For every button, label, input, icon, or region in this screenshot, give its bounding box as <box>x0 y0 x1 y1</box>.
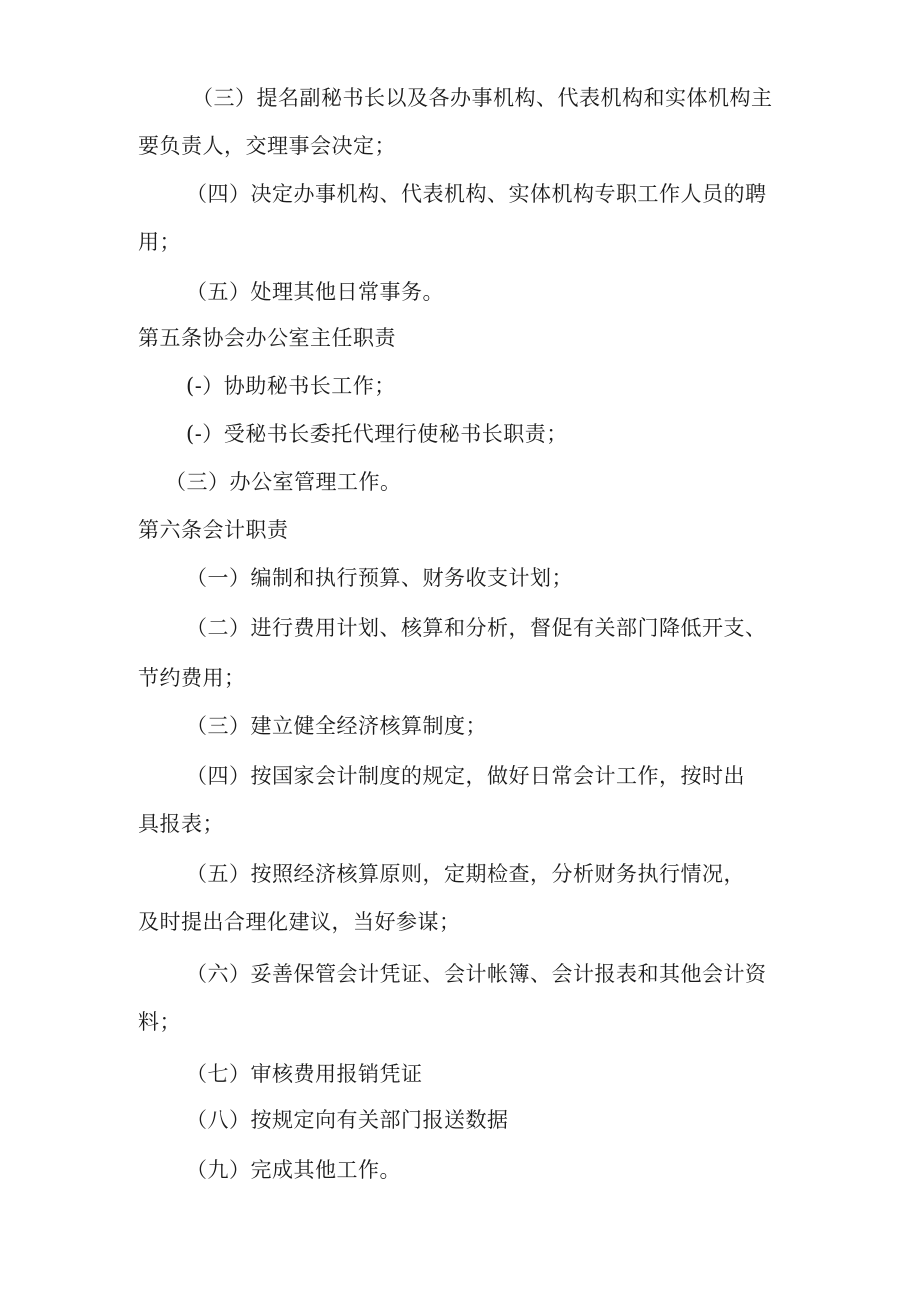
section-heading: 第五条协会办公室主任职责 <box>138 326 396 350</box>
text-line: （四）按国家会计制度的规定，做好日常会计工作，按时出 <box>186 764 745 788</box>
text-line: （九）完成其他工作。 <box>186 1158 401 1182</box>
text-line: 用； <box>138 230 181 254</box>
text-line: （七）审核费用报销凭证 <box>186 1062 423 1086</box>
text-line: （三）建立健全经济核算制度； <box>186 714 487 738</box>
text-line: 节约费用； <box>138 666 246 690</box>
text-line: 要负责人，交理事会决定； <box>138 134 396 158</box>
text-line: 及时提出合理化建议，当好参谋； <box>138 910 461 934</box>
text-line: (-）受秘书长委托代理行使秘书长职责； <box>186 422 568 446</box>
text-line: （三）提名副秘书长以及各办事机构、代表机构和实体机构主 <box>192 86 773 110</box>
text-line: 具报表； <box>138 812 224 836</box>
text-line: （五）按照经济核算原则，定期检查，分析财务执行情况， <box>186 862 745 886</box>
text-line: （二）进行费用计划、核算和分析，督促有关部门降低开支、 <box>186 616 767 640</box>
text-line: （六）妥善保管会计凭证、会计帐簿、会计报表和其他会计资 <box>186 962 767 986</box>
text-line: 料； <box>138 1010 181 1034</box>
section-heading: 第六条会计职责 <box>138 518 289 542</box>
text-line: （五）处理其他日常事务。 <box>186 280 444 304</box>
text-line: （四）决定办事机构、代表机构、实体机构专职工作人员的聘 <box>186 182 767 206</box>
text-line: （三）办公室管理工作。 <box>165 470 402 494</box>
text-line: （八）按规定向有关部门报送数据 <box>186 1108 509 1132</box>
text-line: （一）编制和执行预算、财务收支计划； <box>186 566 573 590</box>
text-line: (-）协助秘书长工作； <box>186 374 396 398</box>
